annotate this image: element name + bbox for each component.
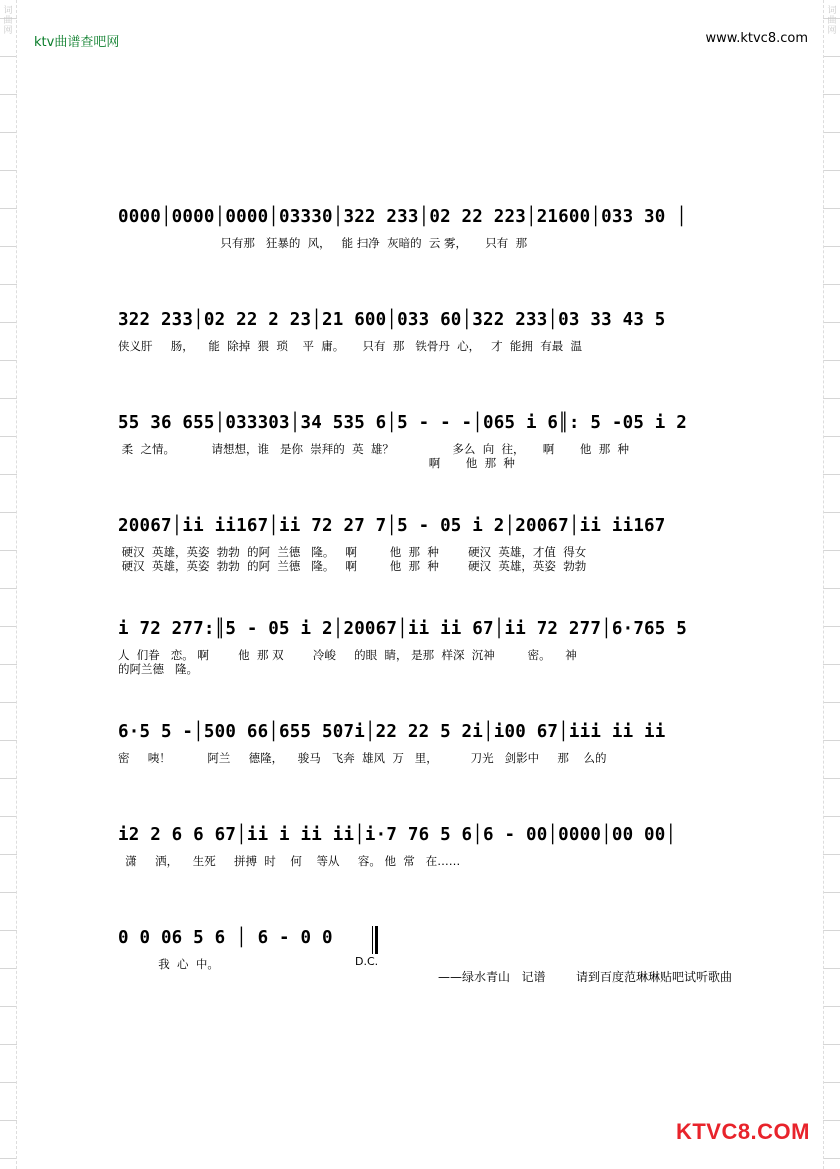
score-system-4 — [118, 513, 768, 573]
lyric-line: 密 咦！ 阿兰 德隆， 骏马 飞奔 雄风 万 里， 刀光 剑影中 那 么的 — [118, 751, 607, 765]
lyric-line: 柔 之情。 请想想，谁 是你 崇拜的 英 雄？ 多么 向 往， 啊 他 那 种 — [118, 442, 630, 456]
notation-line: 55 36 655│033303│34 535 6│5 - - -│065 i 6║: 5 -05 i 2 — [118, 413, 688, 433]
notation-line: 0000│0000│0000│03330│322 233│02 22 223│21600│033 30 │ — [118, 207, 688, 227]
left-watermark-strip — [0, 0, 17, 1169]
score-system-7 — [118, 822, 768, 882]
ktvc8-logo[interactable]: KTVC8.COM — [675, 1119, 810, 1144]
final-barline — [372, 926, 378, 954]
score-system-6 — [118, 719, 768, 779]
notation-line: 0 0 06 5 6 │ 6 - 0 0 — [118, 928, 333, 948]
score-system-2 — [118, 307, 768, 367]
notation-line: i2 2 6 6 67│ii i ii ii│i·7 76 5 6│6 - 00│0000│00 00│ — [118, 825, 677, 845]
lyric-line-second-verse: 啊 他 那 种 — [118, 456, 515, 470]
lyric-line: 人 们眷 恋。 啊 他 那 双 冷峻 的眼 睛， 是那 样深 沉神 密。 神 — [118, 648, 577, 662]
transcriber-credit: ——绿水青山 记谱 请到百度范琳琳贴吧试听歌曲 — [438, 970, 732, 984]
watermark-char: 词曲网 — [3, 6, 13, 36]
right-watermark-strip — [823, 0, 840, 1169]
notation-line: 6·5 5 -│500 66│655 507i│22 22 5 2i│i00 67│iii ii ii — [118, 722, 666, 742]
lyric-line: 硬汉 英雄，英姿 勃勃 的阿 兰德 隆。 啊 他 那 种 硬汉 英雄，才值 得女 — [118, 545, 587, 559]
site-url[interactable]: www.ktvc8.com — [705, 31, 808, 46]
score-system-3 — [118, 410, 768, 470]
notation-line: 20067│ii ii167│ii 72 27 7│5 - 05 i 2│20067│ii ii167 — [118, 516, 666, 536]
da-capo-mark: D.C. — [355, 955, 379, 968]
watermark-char: 词曲网 — [827, 6, 837, 36]
lyric-line: 我 心 中。 — [118, 957, 219, 971]
lyric-line: 潇 洒， 生死 拼搏 时 何 等从 容。 他 常 在…… — [118, 854, 461, 868]
notation-line: 322 233│02 22 2 23│21 600│033 60│322 233│03 33 43 5 — [118, 310, 666, 330]
lyric-line: 侠义肝 肠， 能 除掉 猥 琐 平 庸。 只有 那 铁骨丹 心， 才 能拥 有最 温 — [118, 339, 583, 353]
lyric-line: 只有那 狂暴的 风， 能 扫净 灰暗的 云 雾， 只有 那 — [118, 236, 528, 250]
lyric-line-second-verse: 硬汉 英雄，英姿 勃勃 的阿 兰德 隆。 啊 他 那 种 硬汉 英雄，英姿 勃勃 — [118, 559, 587, 573]
score-system-1 — [118, 204, 768, 264]
notation-line: i 72 277:║5 - 05 i 2│20067│ii ii 67│ii 72 277│6·765 5 — [118, 619, 688, 639]
site-name[interactable]: ktv曲谱查吧网 — [34, 35, 120, 50]
score-system-5 — [118, 616, 768, 676]
lyric-line-second-verse: 的阿兰德 隆。 — [118, 662, 198, 676]
